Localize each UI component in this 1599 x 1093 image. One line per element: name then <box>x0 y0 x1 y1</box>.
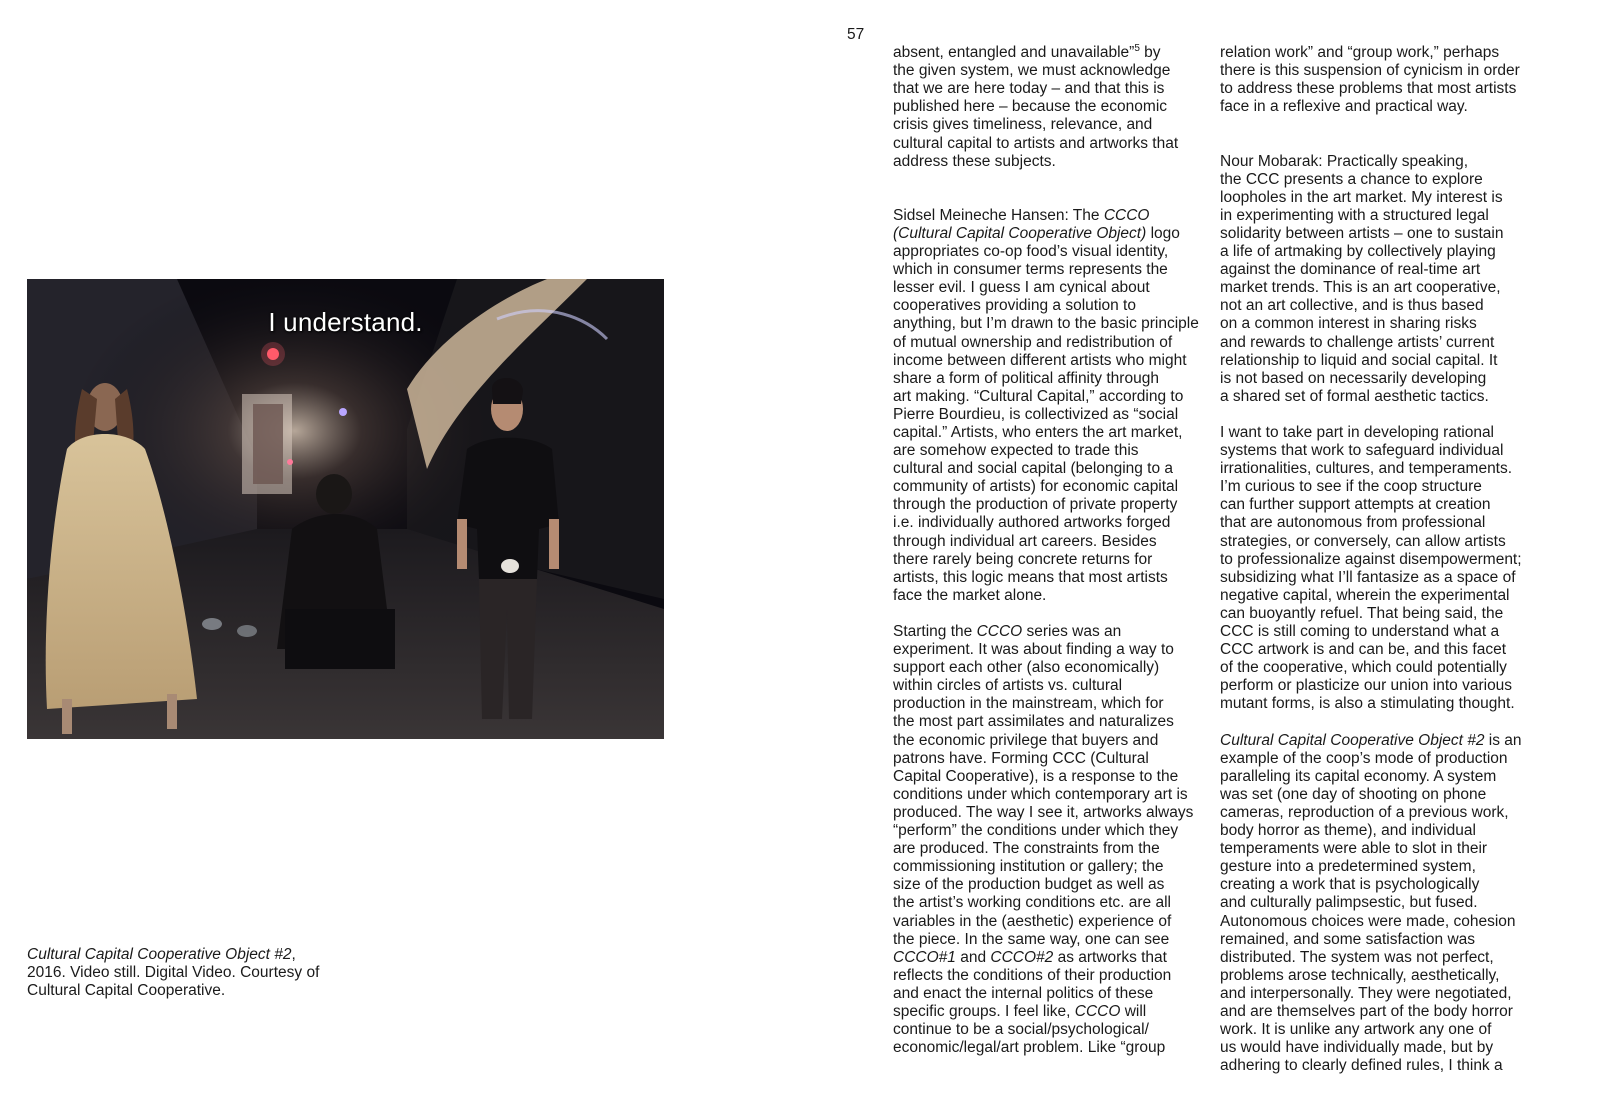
text-span: logo appropriates co-op food’s visual identity, which in consumer terms represents the lesser evil. I guess I am cynical about cooperatives providing a solution to anything, but I’m drawn to the basic principle of mutual ownership and redistribution of income between different artists who might share a form of political affinity through art making. “Cultural Capital,” according to Pierre Bourdieu, is collectivized as “social capital.” Artists, who enters the art market, are somehow expected to trade this cultural and social capital (belonging to a community of artists) for economic capital through the production of private property i.e. individually authored artworks forged through individual art careers. Besides there rarely being concrete returns for artists, this logic means that most artists face the market alone. <box>893 224 1199 604</box>
italic-title: Cultural Capital Cooperative Object #2 <box>1220 731 1485 749</box>
paragraph <box>893 44 1218 171</box>
caption-text: , 2016. Video still. Digital Video. Courtesy of Cultural Capital Cooperative. <box>27 946 320 999</box>
text-span: Starting the <box>893 623 977 640</box>
text-span: absent, entangled and unavailable” <box>893 44 1135 62</box>
paragraph <box>893 623 1218 1057</box>
text-span: by the given system, we must acknowledge that we are here today – and that this is published here – because the economic crisis gives timeliness, relevance, and cultural capital to artists and artworks that address these subjects. <box>893 44 1179 170</box>
italic-title: CCCO#1 <box>893 948 956 966</box>
text-span: series was an experiment. It was about finding a way to support each other (also economically) within circles of artists vs. cultural production in the mainstream, which for the most part assimilates and naturalizes the economic privilege that buyers and patrons have. Forming CCC (Cultural Capital Cooperative), is a response to the conditions under which contemporary art is produced. The way I see it, artworks always “perform” the conditions under which they are produced. The constraints from the commissioning institution or gallery; the size of the production budget as well as the artist’s working conditions etc. are all variables in the (aesthetic) experience of the piece. In the same way, one can see <box>893 623 1194 948</box>
paragraph <box>893 207 1218 605</box>
caption-title: Cultural Capital Cooperative Object #2 <box>27 946 292 963</box>
italic-title: CCCO (Cultural Capital Cooperative Object) <box>893 206 1150 242</box>
italic-title: CCCO#2 <box>990 948 1054 966</box>
footnote-marker: 5 <box>1134 42 1140 54</box>
paragraph: Nour Mobarak: Practically speaking, the CCC presents a chance to explore loopholes in the art market. My interest is in experimenting with a structured legal solidarity between artists – one to sustain a life of artmaking by collectively playing against the dominance of real-time art market trends. This is an art cooperative, not an art collective, and is thus based on a common interest in sharing risks and rewards to challenge artists’ current relationship to liquid and social capital. It is not based on necessarily developing a shared set of formal aesthetic tactics. <box>1220 152 1504 405</box>
text-span: as artworks that reflects the conditions of their production and enact the internal politics of these specific groups. I feel like, <box>893 948 1172 1020</box>
paragraph <box>1220 732 1565 1076</box>
italic-title: CCCO <box>976 623 1023 640</box>
speaker-intro: Sidsel Meineche Hansen: The <box>893 206 1104 224</box>
video-subtitle: I understand. <box>268 307 423 337</box>
paragraph: I want to take part in developing rational systems that work to safeguard individual irrationalities, cultures, and temperaments. I’m curious to see if the coop structure can further support attempts at creation that are autonomous from professional strategies, or conversely, can allow artists to professionalize against disempowerment; subsidizing what I’ll fantasize as a space of negative capital, wherein the experimental can buoyantly refuel. That being said, the CCC is still coming to understand what a CCC artwork is and can be, and this facet of the cooperative, which could potentially perform or plasticize our union into various mutant forms, is also a stimulating thought. <box>1220 423 1522 713</box>
text-span: and <box>955 948 991 966</box>
text-span: is an example of the coop’s mode of production paralleling its capital economy. A system was set (one day of shooting on phone cameras, reproduction of a previous work, body horror as theme), and individual temperaments were able to slot in their gesture into a predetermined system, creating a work that is psychologically and culturally palimpsestic, but fused. Autonomous choices were made, cohesion remained, and some satisfaction was distributed. The system was not perfect, problems arose technically, aesthetically, and interpersonally. They were negotiated, and are themselves part of the body horror work. It is unlike any artwork any one of us would have individually made, but by adhering to clearly defined rules, I think a <box>1220 731 1522 1075</box>
paragraph: relation work” and “group work,” perhaps there is this suspension of cynicism in order to address these problems that most artists face in a reflexive and practical way. <box>1220 44 1520 116</box>
text-column-1 <box>893 26 1218 1075</box>
figure-caption <box>27 946 367 1000</box>
video-still-image <box>27 279 664 739</box>
italic-title: CCCO <box>1074 1002 1121 1020</box>
page-number: 57 <box>847 26 865 43</box>
text-column-2 <box>1220 26 1565 1093</box>
text-span: will continue to be a social/psychological/ economic/legal/art problem. Like “group <box>893 1002 1166 1057</box>
alley-night-scene <box>27 279 664 739</box>
